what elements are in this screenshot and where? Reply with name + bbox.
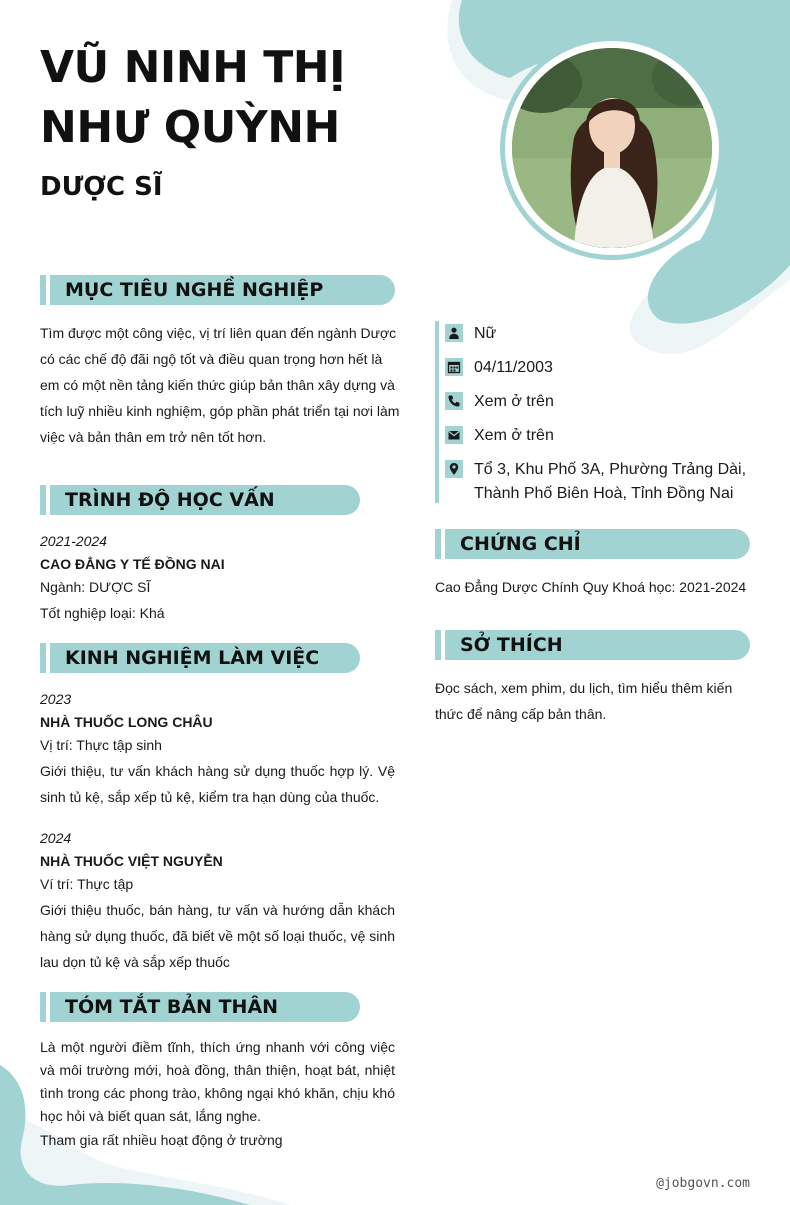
- experience-description: Giới thiệu thuốc, bán hàng, tư vấn và hướng dẫn khách hàng sử dụng thuốc, đã biết về một số loại thuốc, vệ sinh lau dọn tủ kệ và sắp xếp thuốc: [40, 902, 395, 970]
- phone-value: Xem ở trên: [474, 393, 554, 410]
- person-icon: [445, 324, 463, 342]
- certificates-title: CHỨNG CHỈ: [460, 533, 581, 555]
- watermark: @jobgovn.com: [656, 1176, 750, 1191]
- candidate-name: [40, 38, 440, 158]
- experience-company: NHÀ THUỐC LONG CHÂU: [40, 714, 213, 730]
- education-entry: [40, 531, 400, 626]
- name-line-1: VŨ NINH THỊ: [40, 42, 345, 93]
- contact-divider: [435, 321, 439, 503]
- education-major: Ngành: DƯỢC SĨ: [40, 579, 151, 595]
- email-value: Xem ở trên: [474, 427, 554, 444]
- objective-text: Tìm được một công việc, vị trí liên quan đến ngành Dược có các chế độ đãi ngộ tốt và điều quan trọng hơn hết là em có một nền tảng kiến thức giúp bản thân xây dựng và tích luỹ nhiều kinh nghiệm, góp phần phát triển tại nơi làm việc và bản thân em trở nên tốt hơn.: [40, 325, 400, 445]
- experience-year: 2023: [40, 691, 72, 707]
- certificates-text: Cao Đẳng Dược Chính Quy Khoá học: 2021-2024: [435, 579, 747, 595]
- hobbies-text: Đọc sách, xem phim, du lịch, tìm hiểu thêm kiến thức để nâng cấp bản thân.: [435, 680, 733, 722]
- objective-title: MỤC TIÊU NGHỀ NGHIỆP: [65, 279, 324, 301]
- calendar-icon: [445, 358, 463, 376]
- name-line-2: NHƯ QUỲNH: [40, 102, 340, 153]
- gender-value: Nữ: [474, 325, 497, 342]
- address-value: Tổ 3, Khu Phố 3A, Phường Trảng Dài, Thành Phố Biên Hoà, Tỉnh Đồng Nai: [474, 461, 747, 502]
- phone-icon: [445, 392, 463, 410]
- email-icon: [445, 426, 463, 444]
- summary-text: Là một người điềm tĩnh, thích ứng nhanh với công việc và môi trường mới, hoà đồng, thân thiện, hoạt bát, nhiệt tình trong các phong trào, không ngại khó khăn, chịu khó học hỏi và biết quan sát, lắng nghe.: [40, 1039, 395, 1124]
- birthday-value: 04/11/2003: [474, 359, 553, 376]
- section-header-hobbies: [435, 630, 750, 660]
- summary-title: TÓM TẮT BẢN THÂN: [65, 996, 279, 1018]
- education-period: 2021-2024: [40, 533, 107, 549]
- experience-title: KINH NGHIỆM LÀM VIỆC: [65, 647, 320, 669]
- education-title: TRÌNH ĐỘ HỌC VẤN: [65, 489, 275, 511]
- section-header-objective: [40, 275, 395, 305]
- summary-extra: Tham gia rất nhiều hoạt động ở trường: [40, 1132, 283, 1148]
- experience-entry: [40, 689, 395, 810]
- section-header-summary: [40, 992, 360, 1022]
- section-header-certificates: [435, 529, 750, 559]
- job-title: DƯỢC SĨ: [40, 172, 163, 202]
- education-grade: Tốt nghiệp loại: Khá: [40, 605, 165, 621]
- experience-year: 2024: [40, 830, 72, 846]
- education-school: CAO ĐẲNG Y TẾ ĐỒNG NAI: [40, 556, 225, 572]
- location-icon: [445, 460, 463, 478]
- experience-description: Giới thiệu, tư vấn khách hàng sử dụng thuốc hợp lý. Vệ sinh tủ kệ, sắp xếp tủ kệ, kiểm tra hạn dùng của thuốc.: [40, 763, 395, 805]
- experience-position: Ví trí: Thực tập: [40, 876, 134, 892]
- experience-company: NHÀ THUỐC VIỆT NGUYỄN: [40, 853, 223, 869]
- experience-position: Vị trí: Thực tập sinh: [40, 737, 162, 753]
- summary-block: [40, 1036, 395, 1152]
- section-header-education: [40, 485, 360, 515]
- profile-photo: [512, 48, 712, 248]
- section-header-experience: [40, 643, 360, 673]
- experience-entry: [40, 828, 395, 975]
- hobbies-title: SỞ THÍCH: [460, 634, 563, 656]
